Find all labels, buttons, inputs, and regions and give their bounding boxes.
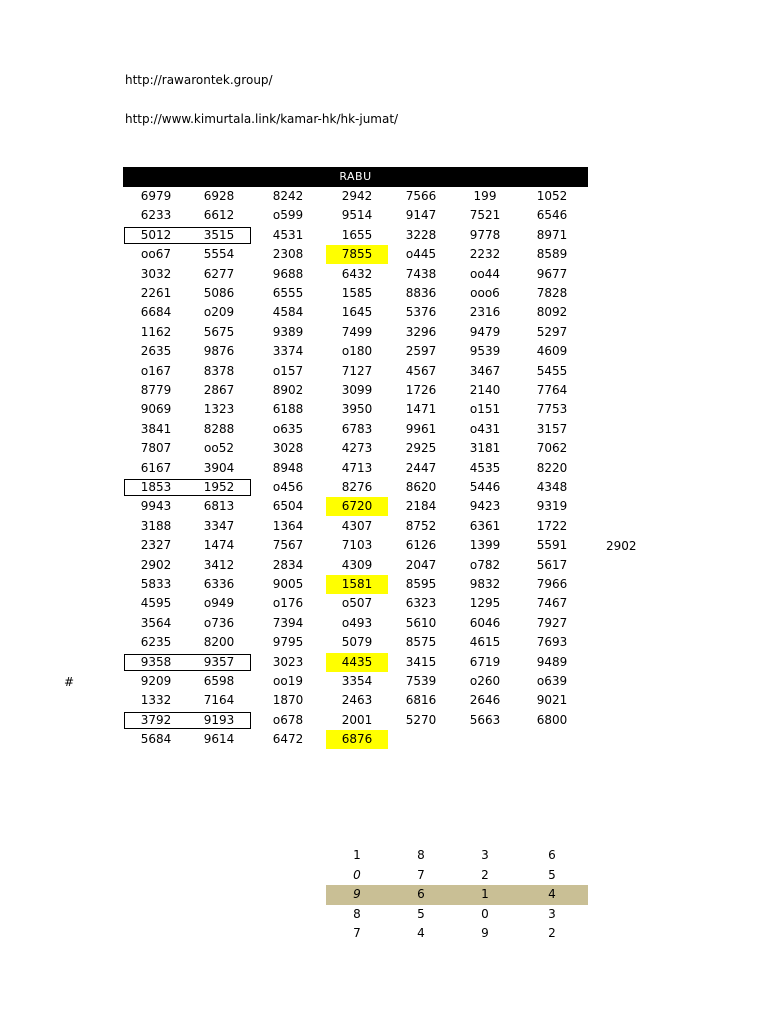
table-cell: 1870 xyxy=(272,693,304,708)
table-cell: 9795 xyxy=(272,635,304,650)
table-cell: o635 xyxy=(272,421,304,436)
table-cell: 6783 xyxy=(341,421,373,436)
small-table-cell: 9 xyxy=(481,926,489,940)
table-cell: 2942 xyxy=(341,189,373,203)
table-cell: 1726 xyxy=(405,383,437,397)
table-cell: 5591 xyxy=(536,538,568,553)
table-cell: 8288 xyxy=(203,421,235,436)
table-row xyxy=(0,633,768,652)
table-cell: 2646 xyxy=(469,693,501,708)
table-cell: ooo6 xyxy=(470,286,500,300)
small-table-cell: 9 xyxy=(353,887,361,901)
table-cell: 9832 xyxy=(469,577,501,591)
table-cell: 8242 xyxy=(272,189,304,203)
table-cell: 2447 xyxy=(405,460,437,475)
table-cell: o736 xyxy=(203,615,235,630)
table-cell: 7539 xyxy=(405,674,437,688)
table-cell: 5270 xyxy=(405,712,437,727)
table-cell: 1399 xyxy=(469,538,501,553)
table-cell: 9319 xyxy=(536,499,568,514)
table-cell: 6277 xyxy=(203,266,235,281)
table-cell: 1655 xyxy=(341,227,373,242)
table-cell: 6472 xyxy=(272,732,304,747)
small-table-cell: 3 xyxy=(481,848,489,862)
table-cell: 3374 xyxy=(272,344,304,359)
table-row xyxy=(0,187,768,206)
table-cell: 5833 xyxy=(140,577,172,591)
table-cell: 3028 xyxy=(272,441,304,456)
table-cell: oo67 xyxy=(141,247,171,262)
table-cell: 4531 xyxy=(272,227,304,242)
table-cell: 8589 xyxy=(536,247,568,262)
table-row xyxy=(0,265,768,284)
table-row xyxy=(0,245,768,264)
table-row xyxy=(0,497,768,516)
table-cell: 1585 xyxy=(341,286,373,300)
table-cell: 6720 xyxy=(326,497,388,516)
table-cell: 8902 xyxy=(272,383,304,397)
table-cell: 4615 xyxy=(469,635,501,650)
table-cell: 1364 xyxy=(272,518,304,533)
table-cell: 6046 xyxy=(469,615,501,630)
table-cell: 3792 xyxy=(140,712,172,727)
table-cell: 6323 xyxy=(405,596,437,611)
table-cell: 4309 xyxy=(341,557,373,572)
table-cell: 8276 xyxy=(341,480,373,494)
table-row xyxy=(0,459,768,478)
small-table-cell: 0 xyxy=(353,867,361,882)
table-cell: 7764 xyxy=(536,383,568,397)
table-cell: o180 xyxy=(341,344,373,359)
table-cell: o782 xyxy=(469,557,501,572)
table-cell: 2261 xyxy=(140,286,172,300)
table-cell: 8200 xyxy=(203,635,235,650)
table-cell: 4435 xyxy=(326,653,388,672)
table-cell: 6598 xyxy=(203,674,235,688)
row-box-outline xyxy=(124,654,251,671)
table-cell: 3347 xyxy=(203,518,235,533)
table-cell: 8836 xyxy=(405,286,437,300)
table-row xyxy=(0,284,768,303)
table-cell: 3467 xyxy=(469,363,501,378)
table-cell: 1722 xyxy=(536,518,568,533)
table-cell: 8948 xyxy=(272,460,304,475)
table-cell: 3950 xyxy=(341,402,373,417)
table-cell: 7164 xyxy=(203,693,235,708)
table-cell: 7566 xyxy=(405,189,437,203)
table-cell: 7693 xyxy=(536,635,568,650)
table-cell: 3296 xyxy=(405,324,437,339)
table-cell: 6336 xyxy=(203,577,235,591)
table-cell: 6361 xyxy=(469,518,501,533)
small-table-cell: 5 xyxy=(548,867,556,882)
table-cell: 6126 xyxy=(405,538,437,553)
table-cell: 1952 xyxy=(203,480,235,494)
small-table-cell: 8 xyxy=(417,848,425,862)
table-cell: 7062 xyxy=(536,441,568,456)
table-cell: 4273 xyxy=(341,441,373,456)
table-cell: 8092 xyxy=(536,305,568,320)
table-cell: 2327 xyxy=(140,538,172,553)
table-cell: 9358 xyxy=(140,654,172,669)
table-cell: 5554 xyxy=(203,247,235,262)
table-cell: 1474 xyxy=(203,538,235,553)
table-cell: 2001 xyxy=(341,712,373,727)
table-row xyxy=(0,653,768,672)
table-cell: 9514 xyxy=(341,208,373,223)
table-cell: 4584 xyxy=(272,305,304,320)
table-row xyxy=(0,594,768,613)
table-cell: 6504 xyxy=(272,499,304,514)
table-cell: 7499 xyxy=(341,324,373,339)
table-cell: o157 xyxy=(272,363,304,378)
table-cell: 9489 xyxy=(536,654,568,669)
table-cell: 9021 xyxy=(536,693,568,708)
table-cell: 6188 xyxy=(272,402,304,417)
table-cell: 6167 xyxy=(140,460,172,475)
table-cell: 5455 xyxy=(536,363,568,378)
table-cell: o493 xyxy=(341,615,373,630)
table-cell: 2834 xyxy=(272,557,304,572)
table-cell: 2597 xyxy=(405,344,437,359)
table-cell: oo19 xyxy=(273,674,303,688)
table-cell: 8752 xyxy=(405,518,437,533)
table-cell: 3564 xyxy=(140,615,172,630)
table-cell: 4595 xyxy=(140,596,172,611)
table-cell: oo52 xyxy=(204,441,234,456)
table-cell: 6432 xyxy=(341,266,373,281)
table-cell: 6233 xyxy=(140,208,172,223)
hash-mark: # xyxy=(64,675,75,689)
table-row xyxy=(0,206,768,225)
table-cell: 1853 xyxy=(140,480,172,494)
table-row xyxy=(0,711,768,730)
table-cell: 5610 xyxy=(405,615,437,630)
table-cell: 8575 xyxy=(405,635,437,650)
small-table-cell: 7 xyxy=(353,926,361,940)
table-cell: 9539 xyxy=(469,344,501,359)
small-table-cell: 2 xyxy=(548,926,556,940)
table-cell: o678 xyxy=(272,712,304,727)
table-cell: 6800 xyxy=(536,712,568,727)
table-cell: 4535 xyxy=(469,460,501,475)
table-cell: o599 xyxy=(272,208,304,223)
small-table-cell: 2 xyxy=(481,867,489,882)
row-box-outline xyxy=(124,712,251,729)
table-cell: 9147 xyxy=(405,208,437,223)
table-cell: 6979 xyxy=(140,189,172,203)
table-row xyxy=(0,575,768,594)
table-cell: 2140 xyxy=(469,383,501,397)
small-table-cell: 1 xyxy=(481,887,489,901)
small-table-row xyxy=(0,866,768,886)
table-cell: 2047 xyxy=(405,557,437,572)
small-table-cell: 6 xyxy=(548,848,556,862)
table-row xyxy=(0,226,768,245)
small-table-cell: 7 xyxy=(417,867,425,882)
table-cell: 7521 xyxy=(469,208,501,223)
table-cell: 7103 xyxy=(341,538,373,553)
table-row xyxy=(0,517,768,536)
table-cell: 9423 xyxy=(469,499,501,514)
table-cell: 6684 xyxy=(140,305,172,320)
small-table-row xyxy=(0,885,768,905)
table-cell: o209 xyxy=(203,305,235,320)
table-cell: 2925 xyxy=(405,441,437,456)
extra-value: 2902 xyxy=(606,539,637,553)
table-cell: 4609 xyxy=(536,344,568,359)
table-cell: 2463 xyxy=(341,693,373,708)
table-cell: 2308 xyxy=(272,247,304,262)
table-cell: o431 xyxy=(469,421,501,436)
table-row xyxy=(0,536,768,555)
table-cell: 9357 xyxy=(203,654,235,669)
table-row xyxy=(0,691,768,710)
small-table-cell: 0 xyxy=(481,906,489,921)
table-cell: 3412 xyxy=(203,557,235,572)
table-row xyxy=(0,730,768,749)
table-cell: 8779 xyxy=(140,383,172,397)
table-cell: o949 xyxy=(203,596,235,611)
table-cell: 3188 xyxy=(140,518,172,533)
table-cell: 3415 xyxy=(405,654,437,669)
table-cell: 8620 xyxy=(405,480,437,494)
table-cell: 8220 xyxy=(536,460,568,475)
table-cell: 4307 xyxy=(341,518,373,533)
table-cell: 2184 xyxy=(405,499,437,514)
url-link-2[interactable]: http://www.kimurtala.link/kamar-hk/hk-jumat/ xyxy=(125,112,399,126)
table-cell: 7753 xyxy=(536,402,568,417)
table-cell: 6813 xyxy=(203,499,235,514)
table-cell: 3181 xyxy=(469,441,501,456)
table-cell: 9677 xyxy=(536,266,568,281)
table-cell: o176 xyxy=(272,596,304,611)
table-cell: 6546 xyxy=(536,208,568,223)
table-row xyxy=(0,400,768,419)
table-cell: 5012 xyxy=(140,227,172,242)
table-cell: 3023 xyxy=(272,654,304,669)
table-cell: 7855 xyxy=(326,245,388,264)
table-cell: 199 xyxy=(473,189,497,203)
table-cell: 5079 xyxy=(341,635,373,650)
small-table-row xyxy=(0,905,768,925)
table-row xyxy=(0,381,768,400)
table-cell: o167 xyxy=(140,363,172,378)
table-cell: o151 xyxy=(469,402,501,417)
table-cell: 9389 xyxy=(272,324,304,339)
table-cell: 4567 xyxy=(405,363,437,378)
table-cell: 3032 xyxy=(140,266,172,281)
table-row xyxy=(0,342,768,361)
table-cell: 9688 xyxy=(272,266,304,281)
table-cell: 2316 xyxy=(469,305,501,320)
table-cell: 6816 xyxy=(405,693,437,708)
table-cell: 5376 xyxy=(405,305,437,320)
table-cell: 5086 xyxy=(203,286,235,300)
table-cell: 5297 xyxy=(536,324,568,339)
table-cell: 7828 xyxy=(536,286,568,300)
header-title: RABU xyxy=(339,170,372,183)
table-cell: 8971 xyxy=(536,227,568,242)
table-cell: 7438 xyxy=(405,266,437,281)
table-cell: 9614 xyxy=(203,732,235,747)
table-row xyxy=(0,614,768,633)
table-cell: 6928 xyxy=(203,189,235,203)
table-cell: 3157 xyxy=(536,421,568,436)
table-cell: 9209 xyxy=(140,674,172,688)
small-table-cell: 6 xyxy=(417,887,425,901)
table-cell: 9005 xyxy=(272,577,304,591)
table-cell: 9778 xyxy=(469,227,501,242)
table-row xyxy=(0,439,768,458)
table-row xyxy=(0,362,768,381)
small-table-cell: 8 xyxy=(353,906,361,921)
table-cell: 1332 xyxy=(140,693,172,708)
table-cell: 8595 xyxy=(405,577,437,591)
table-cell: 2635 xyxy=(140,344,172,359)
table-cell: o445 xyxy=(405,247,437,262)
table-cell: 9479 xyxy=(469,324,501,339)
small-table-cell: 1 xyxy=(353,848,361,862)
table-cell: 5446 xyxy=(469,480,501,494)
table-cell: 9876 xyxy=(203,344,235,359)
table-cell: 6235 xyxy=(140,635,172,650)
table-cell: 3099 xyxy=(341,383,373,397)
table-cell: 2902 xyxy=(140,557,172,572)
table-cell: 1645 xyxy=(341,305,373,320)
table-cell: 6555 xyxy=(272,286,304,300)
table-cell: 4348 xyxy=(536,480,568,494)
small-table-cell: 4 xyxy=(548,887,556,901)
table-cell: 1162 xyxy=(140,324,172,339)
table-cell: 8378 xyxy=(203,363,235,378)
small-table-cell: 4 xyxy=(417,926,425,940)
table-cell: oo44 xyxy=(470,266,500,281)
table-cell: 7394 xyxy=(272,615,304,630)
table-cell: 5684 xyxy=(140,732,172,747)
table-cell: 5617 xyxy=(536,557,568,572)
table-cell: 7927 xyxy=(536,615,568,630)
small-table-row xyxy=(0,924,768,944)
row-box-outline xyxy=(124,479,251,496)
table-cell: 9069 xyxy=(140,402,172,417)
table-cell: 9961 xyxy=(405,421,437,436)
table-cell: 6612 xyxy=(203,208,235,223)
table-cell: 7467 xyxy=(536,596,568,611)
small-table-cell: 5 xyxy=(417,906,425,921)
table-cell: 4713 xyxy=(341,460,373,475)
table-cell: 3354 xyxy=(341,674,373,688)
table-cell: 5675 xyxy=(203,324,235,339)
table-cell: 9193 xyxy=(203,712,235,727)
table-cell: 1581 xyxy=(326,575,388,594)
table-cell: 2232 xyxy=(469,247,501,262)
table-cell: 1471 xyxy=(405,402,437,417)
table-cell: 6719 xyxy=(469,654,501,669)
table-row xyxy=(0,478,768,497)
header-bar xyxy=(123,167,588,187)
table-cell: 3841 xyxy=(140,421,172,436)
table-cell: 1323 xyxy=(203,402,235,417)
table-cell: 7127 xyxy=(341,363,373,378)
table-cell: 3228 xyxy=(405,227,437,242)
url-link-1[interactable]: http://rawarontek.group/ xyxy=(125,73,273,87)
small-table-row xyxy=(0,846,768,866)
table-cell: o260 xyxy=(469,674,501,688)
table-cell: o507 xyxy=(341,596,373,611)
table-cell: 9943 xyxy=(140,499,172,514)
table-cell: 7567 xyxy=(272,538,304,553)
table-cell: 7807 xyxy=(140,441,172,456)
row-box-outline xyxy=(124,227,251,244)
table-cell: o456 xyxy=(272,480,304,494)
table-row xyxy=(0,420,768,439)
table-cell: o639 xyxy=(536,674,568,688)
small-table-cell: 3 xyxy=(548,906,556,921)
table-cell: 3515 xyxy=(203,227,235,242)
table-cell: 2867 xyxy=(203,383,235,397)
table-cell: 5663 xyxy=(469,712,501,727)
table-cell: 1052 xyxy=(536,189,568,203)
table-row xyxy=(0,323,768,342)
table-row xyxy=(0,672,768,691)
table-row xyxy=(0,556,768,575)
table-cell: 7966 xyxy=(536,577,568,591)
table-cell: 3904 xyxy=(203,460,235,475)
table-row xyxy=(0,303,768,322)
table-cell: 6876 xyxy=(326,730,388,749)
table-cell: 1295 xyxy=(469,596,501,611)
